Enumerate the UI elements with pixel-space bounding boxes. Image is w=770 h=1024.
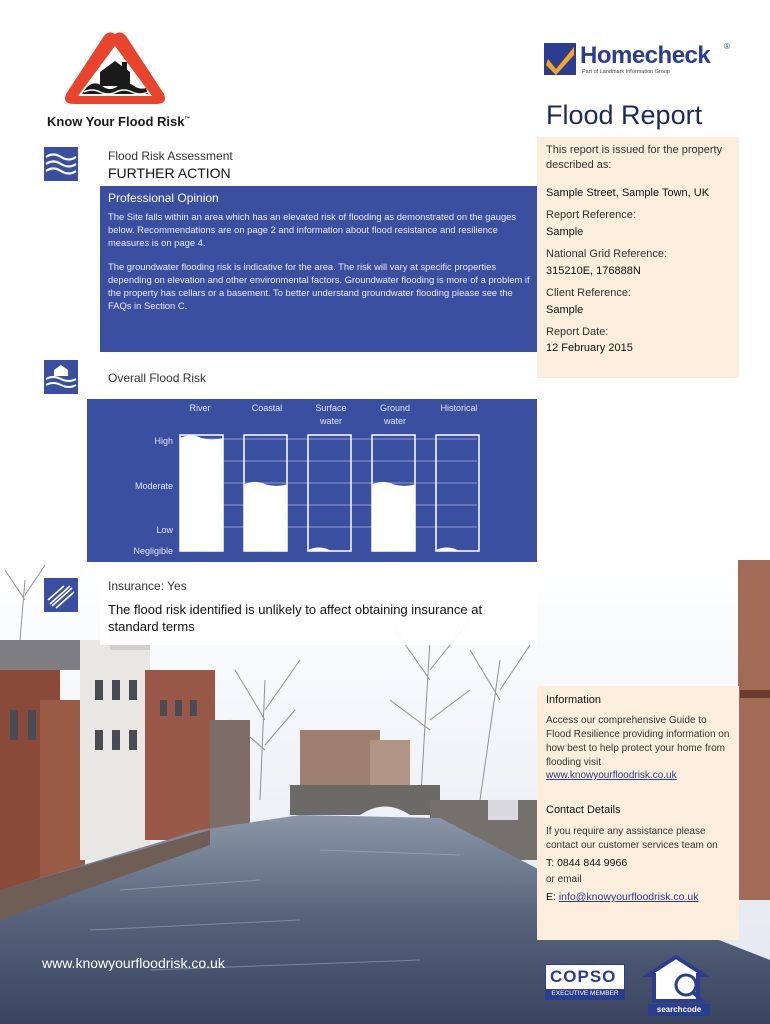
overall-flood-risk-label: Overall Flood Risk [108, 371, 207, 385]
professional-opinion-box [100, 186, 537, 352]
gauge-graphic [87, 399, 537, 562]
know-your-flood-risk-label: Know Your Flood Risk™ [47, 114, 191, 129]
house-flood-icon [44, 360, 78, 394]
gauge-fill-coastal [244, 482, 287, 551]
gauge-header-coastal: Coastal [251, 403, 283, 413]
house-magnifier-icon [642, 953, 716, 1005]
copso-name: COPSO [550, 967, 617, 986]
gauge-fill-river [180, 436, 223, 552]
report-reference: Sample [546, 226, 584, 238]
report-reference-label: Report Reference: [546, 209, 636, 221]
insurance-label: Insurance: Yes [108, 579, 187, 593]
email-prefix: E: [546, 891, 559, 903]
gauge-column-surface-water [308, 435, 351, 551]
flood-risk-gauges [87, 399, 537, 562]
level-label-low: Low [156, 525, 173, 535]
contact-phone: T: 0844 844 9966 [546, 857, 628, 869]
assessment-label: Flood Risk Assessment [108, 149, 233, 163]
contact-details-text: If you require any assistance please contact our customer services team on [546, 826, 718, 851]
gauge-column-historical [436, 435, 479, 551]
contact-details-title: Contact Details [546, 804, 621, 816]
footer-url: www.knowyourfloodrisk.co.uk [42, 955, 225, 971]
professional-opinion-title: Professional Opinion [108, 191, 219, 205]
level-label-high: High [154, 436, 173, 446]
professional-opinion-paragraph-2: The groundwater flooding risk is indicative for the area. The risk will vary at specific properties depending on elevation and other environmental factors. Groundwater flooding is more of a problem if the property has cellars or a basement. To better understand groundwater flooding please see the FAQs in Section C. [108, 261, 530, 311]
gauge-header-surface-water: Surface water [315, 403, 347, 426]
contact-email-link[interactable]: info@knowyourfloodrisk.co.uk [558, 891, 699, 903]
level-label-negligible: Negligible [133, 546, 173, 556]
or-email-label: or email [546, 874, 582, 885]
copso-logo [545, 964, 625, 1000]
report-date-label: Report Date: [546, 326, 609, 338]
client-reference-label: Client Reference: [546, 287, 631, 299]
property-address: Sample Street, Sample Town, UK [546, 187, 710, 199]
gauge-header-historical: Historical [440, 403, 478, 413]
homecheck-subtitle: Part of Landmark Information Group [582, 69, 671, 75]
gauge-header-river: River [189, 403, 211, 413]
contact-email-line [546, 891, 698, 903]
copso-sub: EXECUTIVE MEMBER [546, 989, 624, 999]
report-title: Flood Report [546, 100, 703, 130]
information-title: Information [546, 694, 602, 706]
information-text: Access our comprehensive Guide to Flood Resilience providing information on how best to help protect your home from flooding visit [546, 715, 730, 768]
insurance-statement: The flood risk identified is unlikely to affect obtaining insurance at standard terms [108, 602, 483, 634]
grid-reference-label: National Grid Reference: [546, 248, 668, 260]
homecheck-name: Homecheck [580, 42, 711, 69]
homecheck-logo [544, 43, 576, 75]
gauge-header-ground-water: Ground water [379, 403, 411, 426]
grid-reference: 315210E, 176888N [546, 265, 641, 277]
know-your-flood-risk-logo [60, 28, 170, 110]
panel-intro: This report is issued for the property described as: [546, 144, 723, 171]
gauge-fill-ground-water [372, 482, 415, 551]
document-icon [44, 578, 78, 612]
assessment-result: FURTHER ACTION [108, 165, 231, 181]
guide-link[interactable]: www.knowyourfloodrisk.co.uk [546, 770, 677, 781]
level-label-moderate: Moderate [134, 481, 173, 491]
homecheck-registered-mark: ® [724, 42, 730, 51]
searchcode-label: searchcode [648, 1004, 710, 1016]
report-date: 12 February 2015 [546, 342, 633, 354]
professional-opinion-paragraph-1: The Site falls within an area which has an elevated risk of flooding as demonstrated on the gauges below. Recommendations are on page 2 and information about flood resistance and resilience measures is on page 4. [108, 211, 517, 248]
waves-icon [44, 147, 78, 181]
searchcode-logo [642, 953, 716, 1017]
client-reference: Sample [546, 304, 584, 316]
